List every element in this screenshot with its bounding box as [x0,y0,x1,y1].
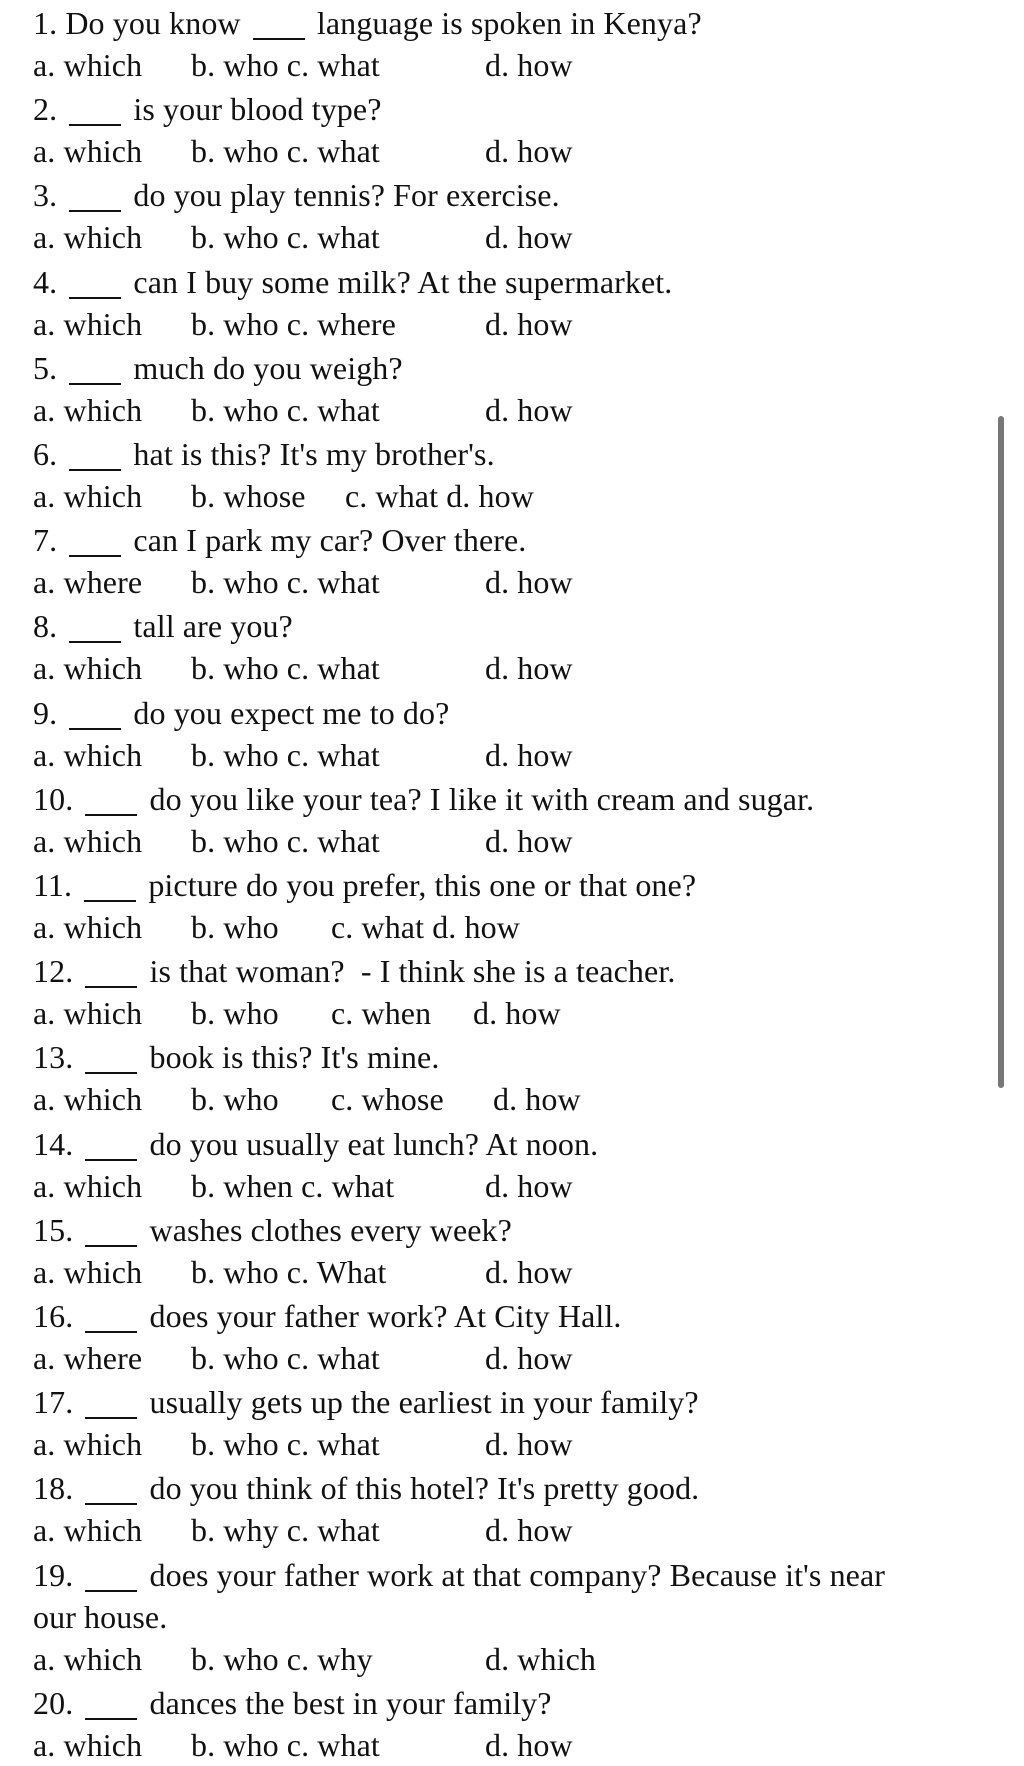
answer-option[interactable]: b. who c. what [191,822,380,859]
answer-options [33,734,933,776]
answer-option[interactable]: d. how [485,650,573,687]
answer-option[interactable]: b. who [191,1081,279,1118]
answer-blank [85,1590,137,1592]
question-number: 18. [33,1470,82,1507]
question-number: 13. [33,1039,82,1076]
question-stem [33,1295,621,1337]
question-stem [33,2,702,44]
answer-blank [85,986,137,988]
answer-option[interactable]: d. how [485,47,573,83]
answer-option[interactable]: d. how [485,1726,573,1763]
answer-option[interactable]: b. who [191,909,279,945]
question-text: do you play tennis? For exercise. [125,177,560,214]
answer-option[interactable]: b. who c. what [191,1726,380,1763]
question-text-continued: our house. [33,1598,168,1635]
answer-option[interactable]: d. how [485,736,573,773]
question-text: does your father work? At City Hall. [141,1298,622,1334]
answer-option[interactable]: a. which [33,47,143,83]
question-stem [33,950,675,992]
answer-blank [85,1331,137,1333]
answer-options [33,992,933,1034]
answer-option[interactable]: a. which [33,909,143,945]
question-text: dances the best in your family? [141,1684,552,1721]
question-number: 15. [33,1211,82,1248]
question-stem [33,261,672,303]
question-text: picture do you prefer, this one or that one? [140,867,697,903]
answer-option[interactable]: a. where [33,1340,143,1376]
answer-blank [85,1503,137,1505]
answer-option[interactable]: d. how [485,1426,573,1463]
question-stem [33,864,696,906]
answer-blank [69,124,121,126]
answer-option[interactable]: d. how [473,995,561,1032]
answer-options [33,647,933,689]
answer-option[interactable]: b. whose [191,478,306,514]
answer-options [33,1337,933,1379]
answer-option[interactable]: b. who c. what [191,564,380,601]
question-number: 20. [33,1684,82,1721]
answer-option[interactable]: c. when [331,995,432,1032]
question-number: 16. [33,1298,82,1334]
question-number: 12. [33,953,82,990]
answer-options [33,303,933,345]
answer-blank [69,210,121,212]
answer-option[interactable]: a. which [33,1167,143,1204]
answer-option[interactable]: b. who c. what [191,391,380,428]
answer-option[interactable]: a. which [33,1426,143,1463]
answer-option[interactable]: a. which [33,391,143,428]
answer-option[interactable]: b. who c. What [191,1253,387,1290]
question-text: hat is this? It's my brother's. [125,436,495,472]
answer-option[interactable]: b. who c. what [191,133,380,170]
answer-option[interactable]: a. which [33,1640,143,1677]
answer-options [33,906,933,948]
question-stem [33,174,560,216]
question-stem [33,433,495,475]
question-number: 17. [33,1384,82,1421]
answer-blank [85,1718,137,1720]
answer-options [33,1724,933,1766]
question-stem [33,692,449,734]
answer-option[interactable]: d. how [485,564,573,601]
answer-option[interactable]: a. which [33,133,143,170]
answer-option[interactable]: b. who c. what [191,1340,380,1376]
answer-blank [84,900,136,902]
question-text: book is this? It's mine. [141,1039,440,1076]
question-number: 3. [33,177,66,214]
answer-option[interactable]: a. which [33,736,143,773]
answer-option[interactable]: a. which [33,478,143,514]
answer-option[interactable]: b. who [191,995,279,1032]
answer-option[interactable]: a. where [33,564,143,601]
question-stem [33,1682,552,1724]
answer-options [33,1638,933,1680]
scrollbar-thumb[interactable] [998,416,1004,1088]
answer-option[interactable]: a. which [33,1081,143,1118]
answer-options [33,561,933,603]
answer-option[interactable]: d. how [493,1081,581,1118]
question-number: 11. [33,867,81,903]
question-number: 7. [33,522,66,559]
question-number: 10. [33,780,82,817]
answer-options [33,1251,933,1293]
answer-option[interactable]: d. which [485,1640,597,1677]
answer-option[interactable]: d. how [485,133,573,170]
answer-option[interactable]: a. which [33,822,143,859]
question-stem [33,1036,439,1078]
answer-options [33,1423,933,1465]
answer-options [33,389,933,431]
answer-option[interactable]: d. how [485,1167,573,1204]
question-number: 2. [33,91,66,128]
answer-options [33,820,933,862]
question-text: is that woman? - I think she is a teacher. [141,953,676,990]
question-stem [33,519,526,561]
answer-blank [85,1245,137,1247]
answer-option[interactable]: d. how [485,305,573,342]
answer-option[interactable]: c. what d. how [345,478,534,514]
question-stem [33,1381,699,1423]
answer-option[interactable]: b. why c. what [191,1512,380,1549]
answer-option[interactable]: a. which [33,995,143,1032]
answer-blank [69,383,121,385]
question-text: is your blood type? [125,91,382,128]
answer-blank [69,555,121,557]
question-number: 14. [33,1125,82,1162]
question-text: does your father work at that company? Because it's near [141,1556,886,1593]
answer-option[interactable]: a. which [33,1512,143,1549]
answer-option[interactable]: b. who c. what [191,219,380,256]
question-stem [33,347,403,389]
answer-option[interactable]: d. how [485,391,573,428]
question-number: 6. [33,436,66,472]
question-number: 9. [33,694,66,731]
answer-blank [69,469,121,471]
question-stem [33,88,382,130]
question-text: tall are you? [125,608,293,645]
answer-option[interactable]: c. whose [331,1081,444,1118]
question-text: language is spoken in Kenya? [308,5,702,41]
answer-option[interactable]: b. who c. what [191,736,380,773]
answer-option[interactable]: d. how [485,1253,573,1290]
question-stem [33,1123,598,1165]
question-stem [33,778,814,820]
question-number: 5. [33,349,66,386]
answer-option[interactable]: c. what d. how [331,909,520,945]
question-stem [33,1554,885,1596]
answer-option[interactable]: a. which [33,1253,143,1290]
answer-blank [85,1417,137,1419]
question-number: 8. [33,608,66,645]
answer-options [33,216,933,258]
question-stem [33,605,293,647]
answer-option[interactable]: a. which [33,219,143,256]
answer-option[interactable]: b. who c. what [191,1426,380,1463]
answer-option[interactable]: d. how [485,1512,573,1549]
answer-options [33,475,933,517]
question-text: do you think of this hotel? It's pretty good. [141,1470,700,1507]
answer-option[interactable]: b. who c. what [191,47,380,83]
answer-option[interactable]: d. how [485,1340,573,1376]
answer-option[interactable]: b. who c. why [191,1640,373,1677]
answer-option[interactable]: b. when c. what [191,1167,395,1204]
question-text: can I buy some milk? At the supermarket. [125,263,673,300]
answer-options [33,130,933,172]
answer-options [33,1509,933,1551]
question-text: do you like your tea? I like it with cream and sugar. [141,780,815,817]
answer-blank [85,814,137,816]
answer-option[interactable]: b. who c. what [191,650,380,687]
answer-option[interactable]: d. how [485,219,573,256]
question-text: can I park my car? Over there. [125,522,527,559]
answer-option[interactable]: b. who c. where [191,305,396,342]
answer-options [33,44,933,86]
question-text: washes clothes every week? [141,1211,512,1248]
answer-blank [85,1072,137,1074]
answer-blank [85,1159,137,1161]
answer-option[interactable]: a. which [33,305,143,342]
answer-blank [253,38,305,40]
answer-option[interactable]: d. how [485,822,573,859]
answer-option[interactable]: a. which [33,1726,143,1763]
question-number: 1. [33,5,66,41]
question-stem [33,1467,699,1509]
question-text: do you expect me to do? [125,694,450,731]
answer-blank [69,641,121,643]
question-text: usually gets up the earliest in your family? [141,1384,699,1421]
question-text: much do you weigh? [125,349,403,386]
question-number: 19. [33,1556,82,1593]
answer-options [33,1165,933,1207]
answer-option[interactable]: a. which [33,650,143,687]
question-number: 4. [33,263,66,300]
question-stem [33,1209,512,1251]
answer-options [33,1078,933,1120]
question-text: do you usually eat lunch? At noon. [141,1125,599,1162]
answer-blank [69,728,121,730]
question-text-lead: Do you know [65,5,249,41]
answer-blank [69,297,121,299]
